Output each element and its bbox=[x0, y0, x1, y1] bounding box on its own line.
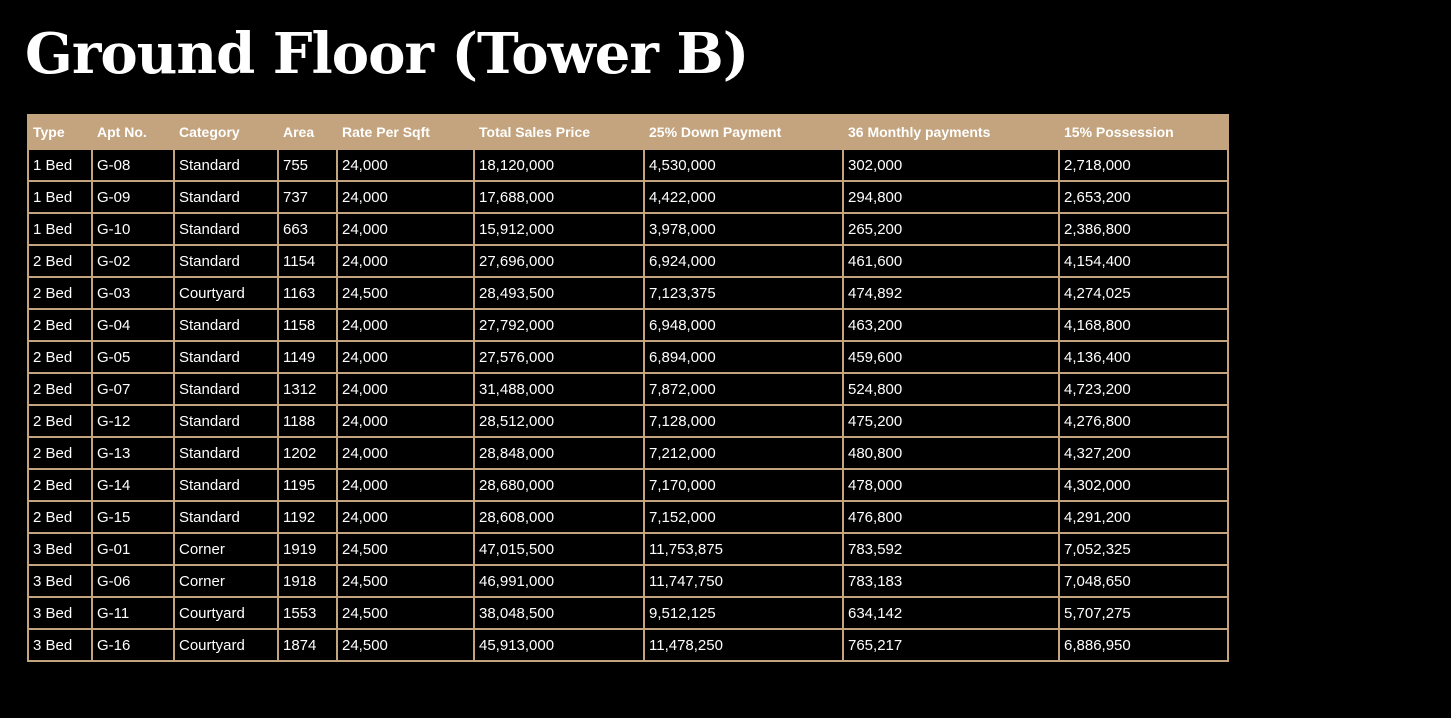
cell-total-sales-price: 31,488,000 bbox=[474, 373, 644, 405]
cell-total-sales-price: 28,680,000 bbox=[474, 469, 644, 501]
cell-category: Standard bbox=[174, 373, 278, 405]
cell-monthly-payments: 461,600 bbox=[843, 245, 1059, 277]
cell-down-payment: 3,978,000 bbox=[644, 213, 843, 245]
cell-possession: 6,886,950 bbox=[1059, 629, 1228, 661]
cell-monthly-payments: 474,892 bbox=[843, 277, 1059, 309]
cell-area: 1919 bbox=[278, 533, 337, 565]
table-row bbox=[28, 373, 1228, 405]
cell-monthly-payments: 294,800 bbox=[843, 181, 1059, 213]
cell-monthly-payments: 524,800 bbox=[843, 373, 1059, 405]
cell-possession: 4,274,025 bbox=[1059, 277, 1228, 309]
table-row bbox=[28, 277, 1228, 309]
cell-area: 1553 bbox=[278, 597, 337, 629]
cell-monthly-payments: 783,183 bbox=[843, 565, 1059, 597]
table-row bbox=[28, 469, 1228, 501]
cell-area: 1312 bbox=[278, 373, 337, 405]
cell-total-sales-price: 27,792,000 bbox=[474, 309, 644, 341]
cell-apt-no: G-11 bbox=[92, 597, 174, 629]
table-row bbox=[28, 565, 1228, 597]
column-header-apt-no: Apt No. bbox=[92, 115, 174, 149]
cell-possession: 7,048,650 bbox=[1059, 565, 1228, 597]
cell-area: 1149 bbox=[278, 341, 337, 373]
cell-monthly-payments: 302,000 bbox=[843, 149, 1059, 181]
cell-type: 1 Bed bbox=[28, 213, 92, 245]
cell-possession: 4,136,400 bbox=[1059, 341, 1228, 373]
cell-type: 2 Bed bbox=[28, 501, 92, 533]
cell-possession: 4,723,200 bbox=[1059, 373, 1228, 405]
cell-rate-per-sqft: 24,500 bbox=[337, 565, 474, 597]
cell-category: Standard bbox=[174, 501, 278, 533]
cell-total-sales-price: 15,912,000 bbox=[474, 213, 644, 245]
cell-down-payment: 7,123,375 bbox=[644, 277, 843, 309]
column-header-type: Type bbox=[28, 115, 92, 149]
cell-total-sales-price: 17,688,000 bbox=[474, 181, 644, 213]
cell-category: Corner bbox=[174, 565, 278, 597]
cell-total-sales-price: 27,696,000 bbox=[474, 245, 644, 277]
cell-total-sales-price: 28,848,000 bbox=[474, 437, 644, 469]
cell-type: 2 Bed bbox=[28, 245, 92, 277]
cell-down-payment: 6,948,000 bbox=[644, 309, 843, 341]
cell-rate-per-sqft: 24,000 bbox=[337, 405, 474, 437]
cell-rate-per-sqft: 24,500 bbox=[337, 597, 474, 629]
cell-rate-per-sqft: 24,000 bbox=[337, 501, 474, 533]
cell-type: 3 Bed bbox=[28, 629, 92, 661]
cell-type: 2 Bed bbox=[28, 341, 92, 373]
cell-down-payment: 7,872,000 bbox=[644, 373, 843, 405]
column-header-area: Area bbox=[278, 115, 337, 149]
cell-total-sales-price: 46,991,000 bbox=[474, 565, 644, 597]
cell-apt-no: G-01 bbox=[92, 533, 174, 565]
header-row bbox=[28, 115, 1228, 149]
cell-category: Standard bbox=[174, 245, 278, 277]
column-header-total-sales-price: Total Sales Price bbox=[474, 115, 644, 149]
cell-category: Corner bbox=[174, 533, 278, 565]
cell-category: Courtyard bbox=[174, 629, 278, 661]
cell-possession: 7,052,325 bbox=[1059, 533, 1228, 565]
cell-total-sales-price: 28,608,000 bbox=[474, 501, 644, 533]
cell-type: 2 Bed bbox=[28, 437, 92, 469]
column-header-category: Category bbox=[174, 115, 278, 149]
cell-total-sales-price: 18,120,000 bbox=[474, 149, 644, 181]
cell-apt-no: G-05 bbox=[92, 341, 174, 373]
cell-rate-per-sqft: 24,000 bbox=[337, 309, 474, 341]
cell-monthly-payments: 634,142 bbox=[843, 597, 1059, 629]
cell-possession: 2,718,000 bbox=[1059, 149, 1228, 181]
cell-rate-per-sqft: 24,000 bbox=[337, 245, 474, 277]
column-header-possession: 15% Possession bbox=[1059, 115, 1228, 149]
cell-category: Standard bbox=[174, 213, 278, 245]
cell-category: Standard bbox=[174, 149, 278, 181]
cell-area: 663 bbox=[278, 213, 337, 245]
cell-down-payment: 6,894,000 bbox=[644, 341, 843, 373]
cell-down-payment: 7,128,000 bbox=[644, 405, 843, 437]
cell-rate-per-sqft: 24,000 bbox=[337, 437, 474, 469]
cell-area: 1154 bbox=[278, 245, 337, 277]
cell-category: Standard bbox=[174, 469, 278, 501]
cell-rate-per-sqft: 24,000 bbox=[337, 149, 474, 181]
cell-apt-no: G-12 bbox=[92, 405, 174, 437]
cell-total-sales-price: 28,512,000 bbox=[474, 405, 644, 437]
cell-area: 1158 bbox=[278, 309, 337, 341]
table-row bbox=[28, 181, 1228, 213]
cell-type: 2 Bed bbox=[28, 277, 92, 309]
cell-area: 1195 bbox=[278, 469, 337, 501]
cell-apt-no: G-04 bbox=[92, 309, 174, 341]
cell-apt-no: G-06 bbox=[92, 565, 174, 597]
cell-possession: 4,291,200 bbox=[1059, 501, 1228, 533]
cell-possession: 4,168,800 bbox=[1059, 309, 1228, 341]
cell-total-sales-price: 27,576,000 bbox=[474, 341, 644, 373]
cell-type: 3 Bed bbox=[28, 533, 92, 565]
cell-area: 1188 bbox=[278, 405, 337, 437]
column-header-down-payment: 25% Down Payment bbox=[644, 115, 843, 149]
cell-down-payment: 4,422,000 bbox=[644, 181, 843, 213]
cell-total-sales-price: 38,048,500 bbox=[474, 597, 644, 629]
cell-area: 1918 bbox=[278, 565, 337, 597]
cell-type: 2 Bed bbox=[28, 405, 92, 437]
cell-monthly-payments: 476,800 bbox=[843, 501, 1059, 533]
pricing-table bbox=[27, 114, 1229, 662]
table-row bbox=[28, 629, 1228, 661]
cell-possession: 2,386,800 bbox=[1059, 213, 1228, 245]
cell-down-payment: 7,212,000 bbox=[644, 437, 843, 469]
cell-down-payment: 7,170,000 bbox=[644, 469, 843, 501]
table-row bbox=[28, 309, 1228, 341]
cell-type: 3 Bed bbox=[28, 597, 92, 629]
table-row bbox=[28, 245, 1228, 277]
cell-down-payment: 7,152,000 bbox=[644, 501, 843, 533]
table-row bbox=[28, 533, 1228, 565]
table-row bbox=[28, 213, 1228, 245]
cell-area: 755 bbox=[278, 149, 337, 181]
cell-monthly-payments: 765,217 bbox=[843, 629, 1059, 661]
cell-rate-per-sqft: 24,000 bbox=[337, 181, 474, 213]
cell-apt-no: G-15 bbox=[92, 501, 174, 533]
cell-possession: 4,302,000 bbox=[1059, 469, 1228, 501]
cell-down-payment: 11,478,250 bbox=[644, 629, 843, 661]
cell-area: 1202 bbox=[278, 437, 337, 469]
cell-type: 2 Bed bbox=[28, 309, 92, 341]
cell-area: 1192 bbox=[278, 501, 337, 533]
cell-category: Courtyard bbox=[174, 597, 278, 629]
cell-type: 1 Bed bbox=[28, 181, 92, 213]
cell-possession: 4,327,200 bbox=[1059, 437, 1228, 469]
table-body bbox=[28, 149, 1228, 661]
cell-monthly-payments: 475,200 bbox=[843, 405, 1059, 437]
cell-apt-no: G-13 bbox=[92, 437, 174, 469]
table-header bbox=[28, 115, 1228, 149]
table-row bbox=[28, 437, 1228, 469]
cell-possession: 2,653,200 bbox=[1059, 181, 1228, 213]
table-row bbox=[28, 597, 1228, 629]
cell-down-payment: 11,747,750 bbox=[644, 565, 843, 597]
cell-rate-per-sqft: 24,000 bbox=[337, 341, 474, 373]
table-row bbox=[28, 405, 1228, 437]
cell-rate-per-sqft: 24,500 bbox=[337, 629, 474, 661]
cell-monthly-payments: 459,600 bbox=[843, 341, 1059, 373]
cell-category: Standard bbox=[174, 309, 278, 341]
cell-type: 2 Bed bbox=[28, 469, 92, 501]
cell-down-payment: 4,530,000 bbox=[644, 149, 843, 181]
cell-monthly-payments: 480,800 bbox=[843, 437, 1059, 469]
cell-category: Standard bbox=[174, 405, 278, 437]
cell-possession: 4,276,800 bbox=[1059, 405, 1228, 437]
cell-category: Standard bbox=[174, 181, 278, 213]
cell-rate-per-sqft: 24,000 bbox=[337, 469, 474, 501]
cell-area: 1874 bbox=[278, 629, 337, 661]
cell-rate-per-sqft: 24,500 bbox=[337, 277, 474, 309]
cell-apt-no: G-09 bbox=[92, 181, 174, 213]
cell-apt-no: G-14 bbox=[92, 469, 174, 501]
table-row bbox=[28, 149, 1228, 181]
cell-rate-per-sqft: 24,000 bbox=[337, 373, 474, 405]
cell-apt-no: G-03 bbox=[92, 277, 174, 309]
cell-monthly-payments: 265,200 bbox=[843, 213, 1059, 245]
cell-apt-no: G-08 bbox=[92, 149, 174, 181]
cell-type: 2 Bed bbox=[28, 373, 92, 405]
cell-down-payment: 9,512,125 bbox=[644, 597, 843, 629]
table-row bbox=[28, 341, 1228, 373]
cell-down-payment: 6,924,000 bbox=[644, 245, 843, 277]
cell-category: Courtyard bbox=[174, 277, 278, 309]
cell-total-sales-price: 47,015,500 bbox=[474, 533, 644, 565]
cell-apt-no: G-10 bbox=[92, 213, 174, 245]
cell-possession: 5,707,275 bbox=[1059, 597, 1228, 629]
cell-rate-per-sqft: 24,000 bbox=[337, 213, 474, 245]
column-header-rate-per-sqft: Rate Per Sqft bbox=[337, 115, 474, 149]
cell-apt-no: G-16 bbox=[92, 629, 174, 661]
cell-monthly-payments: 783,592 bbox=[843, 533, 1059, 565]
cell-possession: 4,154,400 bbox=[1059, 245, 1228, 277]
page-title: Ground Floor (Tower B) bbox=[25, 21, 749, 87]
column-header-monthly-payments: 36 Monthly payments bbox=[843, 115, 1059, 149]
cell-category: Standard bbox=[174, 341, 278, 373]
cell-down-payment: 11,753,875 bbox=[644, 533, 843, 565]
cell-total-sales-price: 45,913,000 bbox=[474, 629, 644, 661]
cell-rate-per-sqft: 24,500 bbox=[337, 533, 474, 565]
cell-area: 1163 bbox=[278, 277, 337, 309]
cell-apt-no: G-02 bbox=[92, 245, 174, 277]
cell-apt-no: G-07 bbox=[92, 373, 174, 405]
cell-type: 1 Bed bbox=[28, 149, 92, 181]
cell-monthly-payments: 478,000 bbox=[843, 469, 1059, 501]
table-row bbox=[28, 501, 1228, 533]
cell-type: 3 Bed bbox=[28, 565, 92, 597]
cell-monthly-payments: 463,200 bbox=[843, 309, 1059, 341]
cell-category: Standard bbox=[174, 437, 278, 469]
cell-area: 737 bbox=[278, 181, 337, 213]
cell-total-sales-price: 28,493,500 bbox=[474, 277, 644, 309]
